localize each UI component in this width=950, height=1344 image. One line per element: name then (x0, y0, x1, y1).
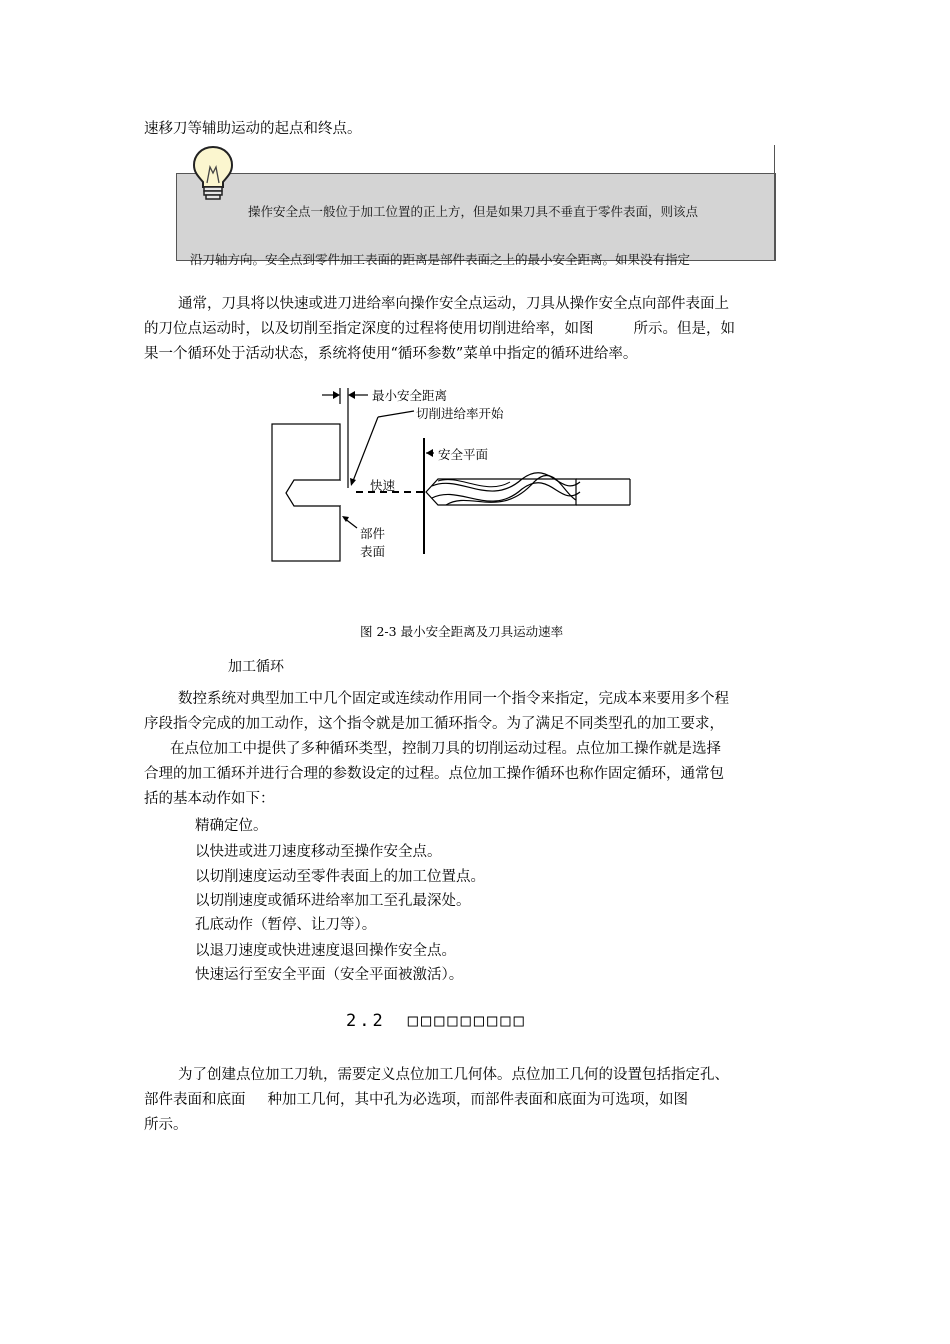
para1-line-3: 果一个循环处于活动状态，系统将使用“循环参数”菜单中指定的循环进给率。 (144, 346, 638, 362)
para1-line-2 (144, 317, 808, 342)
list-item: 孔底动作（暂停、让刀等）。 (195, 917, 377, 933)
list-item: 以切削速度运动至零件表面上的加工位置点。 (195, 869, 485, 885)
para3-line-1: 为了创建点位加工刀轨，需要定义点位加工几何体。点位加工几何的设置包括指定孔、 (178, 1067, 729, 1083)
list-item: 快速运行至安全平面（安全平面被激活）。 (195, 967, 464, 983)
figure-caption: 图 2-3 最小安全距离及刀具运动速率 (360, 624, 564, 639)
para2-line-4: 合理的加工循环并进行合理的参数设定的过程。点位加工操作循环也称作固定循环，通常包 (144, 766, 724, 782)
label-part-surface-1: 部件 (360, 526, 386, 541)
label-safe-plane: 安全平面 (438, 447, 489, 462)
para3-line-2 (144, 1088, 808, 1113)
paragraph-2 (144, 687, 808, 812)
label-part-surface-2: 表面 (360, 544, 386, 559)
para3-line-2a: 部件表面和底面 (144, 1092, 246, 1108)
section-number: 2.2 (346, 1011, 386, 1031)
subheading-machining-cycle: 加工循环 (228, 659, 284, 675)
label-cut-feed-start: 切削进给率开始 (416, 406, 504, 421)
para2-line-2: 序段指令完成的加工动作，这个指令就是加工循环指令。为了满足不同类型孔的加工要求， (144, 716, 724, 732)
tip-divider (774, 145, 775, 260)
tip-line-2: 沿刀轴方向。安全点到零件加工表面的距离是部件表面之上的最小安全距离。如果没有指定 (190, 252, 691, 267)
label-min-clearance: 最小安全距离 (372, 388, 448, 403)
para1-line-2b: 所示。但是，如 (633, 321, 735, 337)
paragraph-3 (144, 1063, 808, 1138)
drill-bit (426, 473, 630, 505)
paragraph-1 (144, 292, 808, 367)
para2-line-3: 在点位加工中提供了多种循环类型，控制刀具的切削运动过程。点位加工操作就是选择 (170, 741, 721, 757)
para1-line-2a: 的刀位点运动时，以及切削至指定深度的过程将使用切削进给率，如图 (144, 321, 594, 337)
list-item: 以切削速度或循环进给率加工至孔最深处。 (195, 893, 471, 909)
section-heading (346, 1011, 527, 1031)
section-title: □□□□□□□□□ (407, 1011, 527, 1031)
para2-line-5: 括的基本动作如下： (144, 791, 275, 807)
list-item: 以快进或进刀速度移动至操作安全点。 (195, 844, 442, 860)
drilled-hole (286, 480, 340, 506)
para1-line-1: 通常，刀具将以快速或进刀进给率向操作安全点运动，刀具从操作安全点向部件表面上 (178, 296, 729, 312)
label-rapid: 快速 (370, 478, 396, 493)
para3-line-3: 所示。 (144, 1117, 188, 1133)
lightbulb-icon (191, 145, 235, 203)
list-item: 以退刀速度或快进速度退回操作安全点。 (195, 943, 456, 959)
list-item: 精确定位。 (195, 818, 268, 834)
para2-line-1: 数控系统对典型加工中几个固定或连续动作用同一个指令来指定，完成本来要用多个程 (178, 691, 729, 707)
para3-line-2b: 种加工几何，其中孔为必选项，而部件表面和底面为可选项，如图 (267, 1092, 688, 1108)
intro-line: 速移刀等辅助运动的起点和终点。 (144, 121, 362, 137)
tip-line-1: 操作安全点一般位于加工位置的正上方，但是如果刀具不垂直于零件表面，则该点 (248, 204, 699, 219)
